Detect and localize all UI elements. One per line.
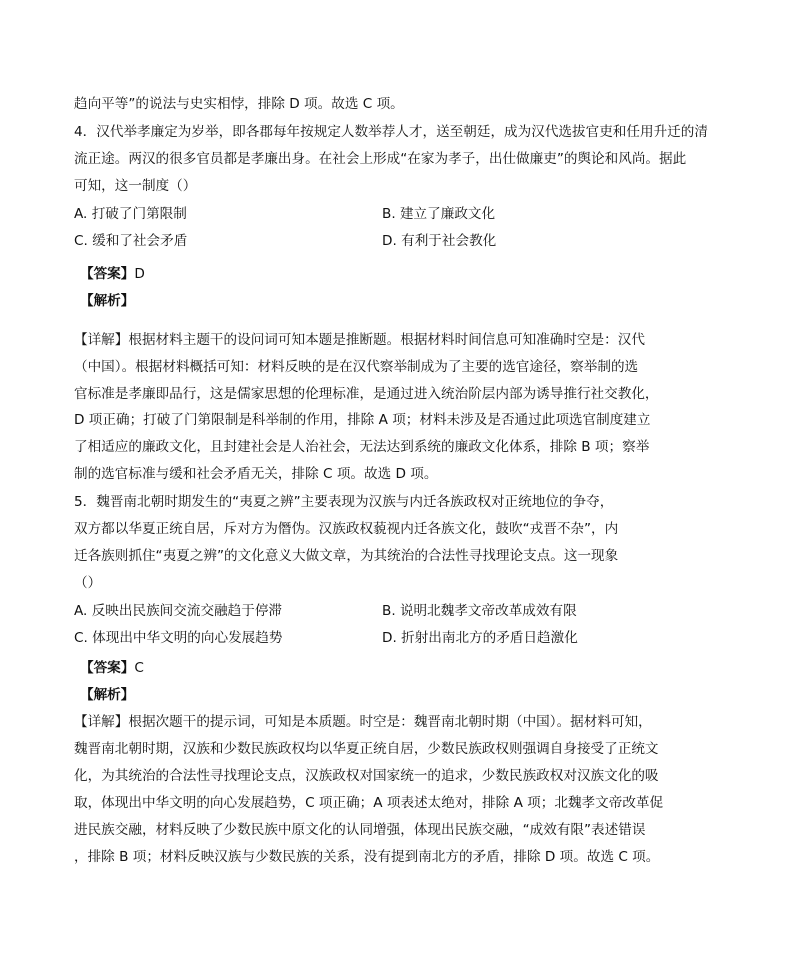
q5-detail-line-5: 进民族交融，材料反映了少数民族中原文化的认同增强，体现出民族交融，“成效有限”表述错误: [74, 822, 646, 838]
q4-detail-line-1: 【详解】根据材料主题干的设问词可知本题是推断题。根据材料时间信息可知准确时空是：汉代: [74, 332, 645, 348]
q5-option-b: B. 说明北魏孝文帝改革成效有限: [382, 603, 577, 619]
q4-detail-line-6: 制的选官标准与缓和社会矛盾无关，排除 C 项。故选 D 项。: [74, 466, 438, 482]
q5-detail-line-3: 化，为其统治的合法性寻找理论支点，汉族政权对国家统一的追求，少数民族政权对汉族文化的吸: [74, 768, 659, 784]
q5-stem-line-2: 双方都以华夏正统自居，斥对方为僭伪。汉族政权藐视内迁各族文化，鼓吹“戎晋不杂”，内: [74, 521, 619, 537]
q4-answer: [80, 264, 145, 284]
q4-analysis-label-text: 【解析】: [80, 293, 135, 309]
q4-analysis-label: [80, 291, 134, 311]
q5-option-c: C. 体现出中华文明的向心发展趋势: [74, 630, 283, 646]
q5-stem-line-3: 迁各族则抓住“夷夏之辨”的文化意义大做文章，为其统治的合法性寻找理论支点。这一现象: [74, 548, 619, 564]
q4-answer-value: D: [134, 266, 145, 282]
q4-stem-line-2: 流正途。两汉的很多官员都是孝廉出身。在社会上形成“在家为孝子，出仕做廉吏”的舆论和风尚。据此: [74, 151, 687, 167]
q5-detail-line-1: 【详解】根据次题干的提示词，可知是本质题。时空是：魏晋南北朝时期（中国）。据材料可知，: [74, 714, 652, 730]
q5-option-a: A. 反映出民族间交流交融趋于停滞: [74, 603, 283, 619]
q4-option-c: C. 缓和了社会矛盾: [74, 233, 188, 249]
q4-answer-label: 【答案】: [80, 266, 135, 282]
q4-stem-line-1: 4．汉代举孝廉定为岁举，即各郡每年按规定人数举荐人才，送至朝廷，成为汉代选拔官吏和任用升迁的清: [74, 124, 708, 140]
q4-detail-line-5: 了相适应的廉政文化，且封建社会是人治社会，无法达到系统的廉政文化体系，排除 B 项；察举: [74, 439, 650, 455]
q5-analysis-label: [80, 685, 134, 705]
q5-analysis-label-text: 【解析】: [80, 687, 135, 703]
q4-option-b: B. 建立了廉政文化: [382, 206, 496, 222]
q4-option-d: D. 有利于社会教化: [382, 233, 497, 249]
q5-detail-line-4: 取，体现出中华文明的向心发展趋势，C 项正确；A 项表述太绝对，排除 A 项；北魏孝文帝改革促: [74, 795, 664, 811]
q5-stem-line-1: 5．魏晋南北朝时期发生的“夷夏之辨”主要表现为汉族与内迁各族政权对正统地位的争夺，: [74, 494, 614, 510]
q5-detail-line-2: 魏晋南北朝时期，汉族和少数民族政权均以华夏正统自居，少数民族政权则强调自身接受了正统文: [74, 741, 659, 757]
q5-answer-value: C: [134, 660, 144, 676]
q5-answer-label: 【答案】: [80, 660, 135, 676]
q5-stem-line-4: （）: [74, 575, 102, 591]
q4-detail-line-2: （中国）。根据材料概括可知：材料反映的是在汉代察举制成为了主要的选官途径，察举制的选: [74, 359, 639, 375]
q4-detail-line-3: 官标准是孝廉即品行，这是儒家思想的伦理标准，是通过进入统治阶层内部为诱导推行社交教化，: [74, 386, 659, 402]
q4-option-a: A. 打破了门第限制: [74, 206, 187, 222]
q5-option-d: D. 折射出南北方的矛盾日趋激化: [382, 630, 578, 646]
q4-stem-line-3: 可知，这一制度（）: [74, 178, 197, 194]
q4-detail-line-4: D 项正确；打破了门第限制是科举制的作用，排除 A 项；材料未涉及是否通过此项选官制度建立: [74, 412, 651, 428]
q5-answer: [80, 658, 144, 678]
continued-text-line: 趋向平等”的说法与史实相悖，排除 D 项。故选 C 项。: [74, 96, 404, 112]
q5-detail-line-6: ，排除 B 项；材料反映汉族与少数民族的关系，没有提到南北方的矛盾，排除 D 项。故选 C 项。: [74, 849, 660, 865]
